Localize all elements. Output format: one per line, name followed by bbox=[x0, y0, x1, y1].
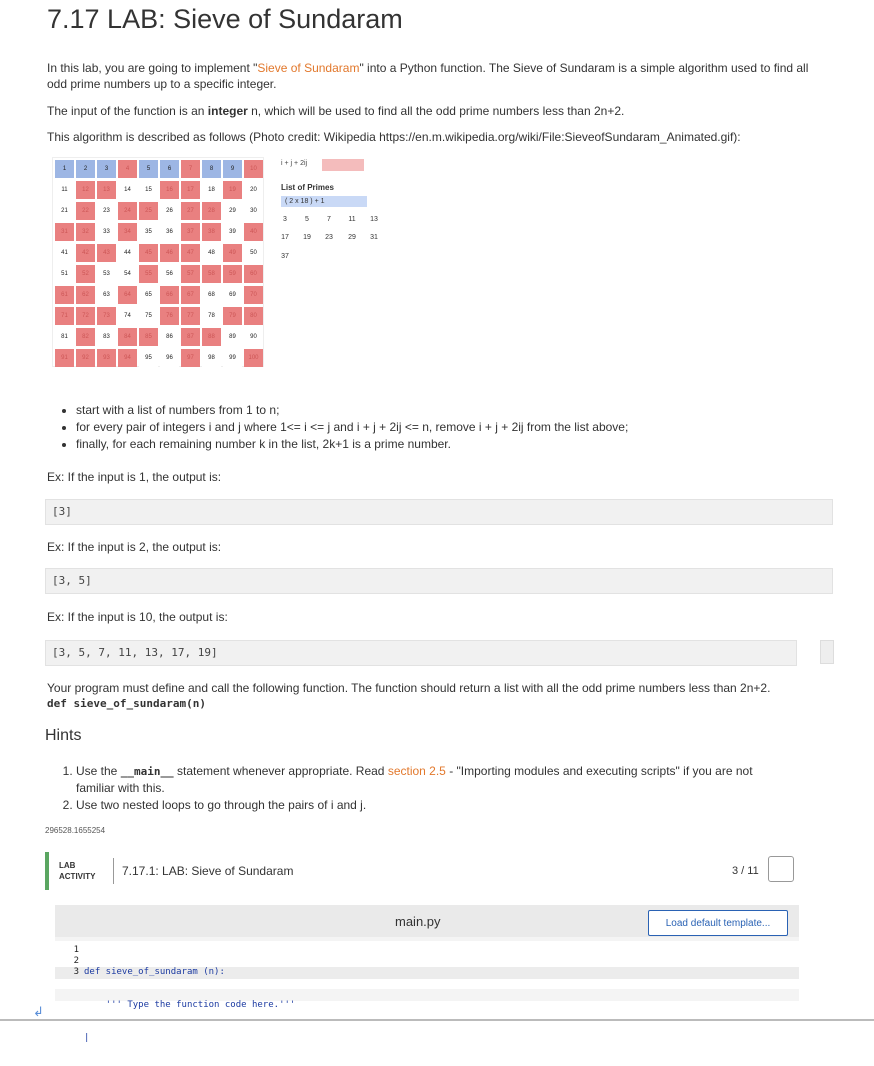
sieve-cell: 41 bbox=[55, 244, 74, 262]
step-item: • start with a list of numbers from 1 to n; bbox=[76, 402, 628, 419]
sieve-cell: 23 bbox=[97, 202, 116, 220]
code-line-cursor[interactable]: | bbox=[84, 1033, 90, 1043]
sieve-cell: 22 bbox=[76, 202, 95, 220]
section-link[interactable]: section 2.5 bbox=[387, 764, 446, 778]
prime-number: 31 bbox=[370, 234, 378, 241]
sieve-cell: 68 bbox=[202, 286, 221, 304]
prime-number: 5 bbox=[305, 216, 309, 223]
sieve-cell: 17 bbox=[181, 181, 200, 199]
sieve-cell: 19 bbox=[223, 181, 242, 199]
sieve-cell: 20 bbox=[244, 181, 263, 199]
sieve-cell: 64 bbox=[118, 286, 137, 304]
sieve-cell: 34 bbox=[118, 223, 137, 241]
sieve-cell: 14 bbox=[118, 181, 137, 199]
intro-paragraph-1: In this lab, you are going to implement "Sieve of Sundaram" into a Python function. The Sieve of Sundaram is a simple algorithm used to find all odd prime numbers up to a specific integer. bbox=[47, 61, 809, 91]
hint-item: 1. Use the __main__ statement whenever appropriate. Read section 2.5 - "Importing modules and executing scripts" if you are not familiar with this. bbox=[76, 763, 782, 797]
sieve-cell: 69 bbox=[223, 286, 242, 304]
sieve-cell: 99 bbox=[223, 349, 242, 367]
sieve-cell: 56 bbox=[160, 265, 179, 283]
sieve-cell: 93 bbox=[97, 349, 116, 367]
lab-score: 3 / 11 bbox=[732, 865, 759, 877]
sieve-cell: 72 bbox=[76, 307, 95, 325]
sieve-cell: 53 bbox=[97, 265, 116, 283]
editor-header bbox=[55, 905, 799, 937]
algorithm-steps bbox=[62, 402, 628, 453]
example-output: [3] bbox=[45, 499, 833, 525]
sieve-cell: 3 bbox=[97, 160, 116, 178]
sieve-cell: 78 bbox=[202, 307, 221, 325]
sieve-cell: 7 bbox=[181, 160, 200, 178]
sieve-cell: 60 bbox=[244, 265, 263, 283]
sieve-cell: 62 bbox=[76, 286, 95, 304]
sieve-animation-image bbox=[52, 157, 264, 367]
sieve-cell: 48 bbox=[202, 244, 221, 262]
primes-title: List of Primes bbox=[281, 183, 334, 192]
sieve-cell: 2 bbox=[76, 160, 95, 178]
sieve-cell: 65 bbox=[139, 286, 158, 304]
sieve-cell: 26 bbox=[160, 202, 179, 220]
sieve-cell: 91 bbox=[55, 349, 74, 367]
sieve-cell: 96 bbox=[160, 349, 179, 367]
code-line[interactable]: def sieve_of_sundaram (n): bbox=[84, 967, 225, 977]
prime-number: 7 bbox=[327, 216, 331, 223]
prime-number: 3 bbox=[283, 216, 287, 223]
sieve-cell: 73 bbox=[97, 307, 116, 325]
sieve-cell: 49 bbox=[223, 244, 242, 262]
scrollbar[interactable] bbox=[820, 640, 834, 664]
sieve-cell: 57 bbox=[181, 265, 200, 283]
intro-paragraph-3: This algorithm is described as follows (Photo credit: Wikipedia https://en.m.wikipedia.org/wiki/File:SieveofSundaram_Animated.gif): bbox=[47, 130, 741, 144]
sieve-cell: 82 bbox=[76, 328, 95, 346]
sieve-cell: 10 bbox=[244, 160, 263, 178]
hints-heading: Hints bbox=[45, 727, 82, 744]
sieve-cell: 92 bbox=[76, 349, 95, 367]
step-item: • for every pair of integers i and j where 1<= i <= j and i + j + 2ij <= n, remove i + j + 2ij from the list above; bbox=[76, 419, 628, 436]
hints-list bbox=[62, 763, 782, 814]
define-paragraph: Your program must define and call the following function. The function should return a list with all the odd prime numbers less than 2n+2. bbox=[47, 681, 771, 695]
primes-formula: ( 2 x 18 ) + 1 bbox=[281, 196, 367, 207]
sieve-cell: 76 bbox=[160, 307, 179, 325]
function-signature: def sieve_of_sundaram(n) bbox=[47, 697, 206, 710]
code-editor bbox=[55, 905, 799, 1043]
code-text[interactable] bbox=[84, 945, 295, 1066]
sieve-cell: 40 bbox=[244, 223, 263, 241]
sieve-cell: 21 bbox=[55, 202, 74, 220]
sieve-cell: 36 bbox=[160, 223, 179, 241]
code-line[interactable]: ''' Type the function code here.''' bbox=[84, 1000, 296, 1010]
prime-number: 19 bbox=[303, 234, 311, 241]
return-arrow-icon: ↲ bbox=[33, 1004, 44, 1019]
prime-number: 37 bbox=[281, 253, 289, 260]
sieve-cell: 83 bbox=[97, 328, 116, 346]
prime-number: 23 bbox=[325, 234, 333, 241]
sieve-cell: 35 bbox=[139, 223, 158, 241]
sieve-cell: 70 bbox=[244, 286, 263, 304]
sieve-cell: 15 bbox=[139, 181, 158, 199]
sieve-cell: 50 bbox=[244, 244, 263, 262]
load-default-template-button[interactable]: Load default template... bbox=[648, 910, 788, 936]
sieve-cell: 46 bbox=[160, 244, 179, 262]
sieve-cell: 1 bbox=[55, 160, 74, 178]
page-title: 7.17 LAB: Sieve of Sundaram bbox=[47, 4, 403, 34]
sieve-cell: 24 bbox=[118, 202, 137, 220]
example-label: Ex: If the input is 2, the output is: bbox=[47, 540, 222, 554]
sieve-cell: 28 bbox=[202, 202, 221, 220]
sieve-cell: 75 bbox=[139, 307, 158, 325]
sieve-cell: 38 bbox=[202, 223, 221, 241]
activity-id: 296528.1655254 bbox=[45, 826, 106, 835]
sieve-cell: 25 bbox=[139, 202, 158, 220]
sieve-cell: 30 bbox=[244, 202, 263, 220]
file-name: main.py bbox=[395, 914, 441, 929]
sieve-cell: 29 bbox=[223, 202, 242, 220]
sieve-cell: 58 bbox=[202, 265, 221, 283]
sieve-cell: 100 bbox=[244, 349, 263, 367]
sieve-cell: 63 bbox=[97, 286, 116, 304]
prime-number: 29 bbox=[348, 234, 356, 241]
step-item: • finally, for each remaining number k in the list, 2k+1 is a prime number. bbox=[76, 436, 628, 453]
sieve-cell: 97 bbox=[181, 349, 200, 367]
sieve-cell: 27 bbox=[181, 202, 200, 220]
example-label: Ex: If the input is 1, the output is: bbox=[47, 470, 222, 484]
sieve-cell: 79 bbox=[223, 307, 242, 325]
sieve-cell: 87 bbox=[181, 328, 200, 346]
sieve-cell: 12 bbox=[76, 181, 95, 199]
sieve-cell: 31 bbox=[55, 223, 74, 241]
sieve-cell: 94 bbox=[118, 349, 137, 367]
sieve-cell: 37 bbox=[181, 223, 200, 241]
sieve-cell: 90 bbox=[244, 328, 263, 346]
sieve-cell: 32 bbox=[76, 223, 95, 241]
sieve-cell: 98 bbox=[202, 349, 221, 367]
bottom-divider bbox=[0, 1019, 874, 1021]
sieve-cell: 95 bbox=[139, 349, 158, 367]
intro-paragraph-2: The input of the function is an integer n, which will be used to find all the odd prime numbers less than 2n+2. bbox=[47, 104, 625, 118]
sieve-cell: 52 bbox=[76, 265, 95, 283]
sieve-cell: 8 bbox=[202, 160, 221, 178]
sieve-cell: 55 bbox=[139, 265, 158, 283]
sieve-cell: 9 bbox=[223, 160, 242, 178]
sieve-cell: 44 bbox=[118, 244, 137, 262]
sieve-cell: 43 bbox=[97, 244, 116, 262]
sieve-cell: 47 bbox=[181, 244, 200, 262]
sieve-cell: 33 bbox=[97, 223, 116, 241]
sieve-cell: 6 bbox=[160, 160, 179, 178]
sieve-cell: 84 bbox=[118, 328, 137, 346]
sieve-cell: 13 bbox=[97, 181, 116, 199]
legend-formula: i + j + 2ij bbox=[281, 160, 308, 167]
sieve-cell: 45 bbox=[139, 244, 158, 262]
sieve-cell: 61 bbox=[55, 286, 74, 304]
sieve-link[interactable]: Sieve of Sundaram bbox=[257, 61, 360, 75]
sieve-cell: 4 bbox=[118, 160, 137, 178]
prime-number: 13 bbox=[370, 216, 378, 223]
sieve-cell: 18 bbox=[202, 181, 221, 199]
lab-activity-header bbox=[45, 852, 797, 890]
prime-number: 17 bbox=[281, 234, 289, 241]
sieve-cell: 71 bbox=[55, 307, 74, 325]
example-output: [3, 5] bbox=[45, 568, 833, 594]
sieve-cell: 54 bbox=[118, 265, 137, 283]
code-input-area[interactable] bbox=[55, 941, 799, 1043]
completion-checkbox-icon bbox=[768, 856, 794, 882]
sieve-cell: 5 bbox=[139, 160, 158, 178]
sieve-cell: 51 bbox=[55, 265, 74, 283]
example-output: [3, 5, 7, 11, 13, 17, 19] bbox=[45, 640, 797, 666]
prime-number: 11 bbox=[348, 216, 356, 223]
sieve-cell: 16 bbox=[160, 181, 179, 199]
sieve-cell: 80 bbox=[244, 307, 263, 325]
lab-activity-label: LAB ACTIVITY bbox=[59, 861, 96, 881]
sieve-cell: 67 bbox=[181, 286, 200, 304]
sieve-cell: 39 bbox=[223, 223, 242, 241]
sieve-cell: 86 bbox=[160, 328, 179, 346]
sieve-cell: 11 bbox=[55, 181, 74, 199]
sieve-cell: 74 bbox=[118, 307, 137, 325]
sieve-cell: 77 bbox=[181, 307, 200, 325]
sieve-cell: 59 bbox=[223, 265, 242, 283]
example-label: Ex: If the input is 10, the output is: bbox=[47, 610, 228, 624]
line-numbers: 1 2 3 bbox=[73, 945, 79, 977]
sieve-cell: 89 bbox=[223, 328, 242, 346]
hint-item: 2. Use two nested loops to go through the pairs of i and j. bbox=[76, 797, 782, 814]
legend-swatch bbox=[322, 159, 364, 171]
sieve-cell: 81 bbox=[55, 328, 74, 346]
lab-title: 7.17.1: LAB: Sieve of Sundaram bbox=[122, 864, 294, 878]
sieve-cell: 85 bbox=[139, 328, 158, 346]
sieve-cell: 42 bbox=[76, 244, 95, 262]
divider bbox=[113, 858, 114, 884]
sieve-cell: 88 bbox=[202, 328, 221, 346]
sieve-cell: 66 bbox=[160, 286, 179, 304]
